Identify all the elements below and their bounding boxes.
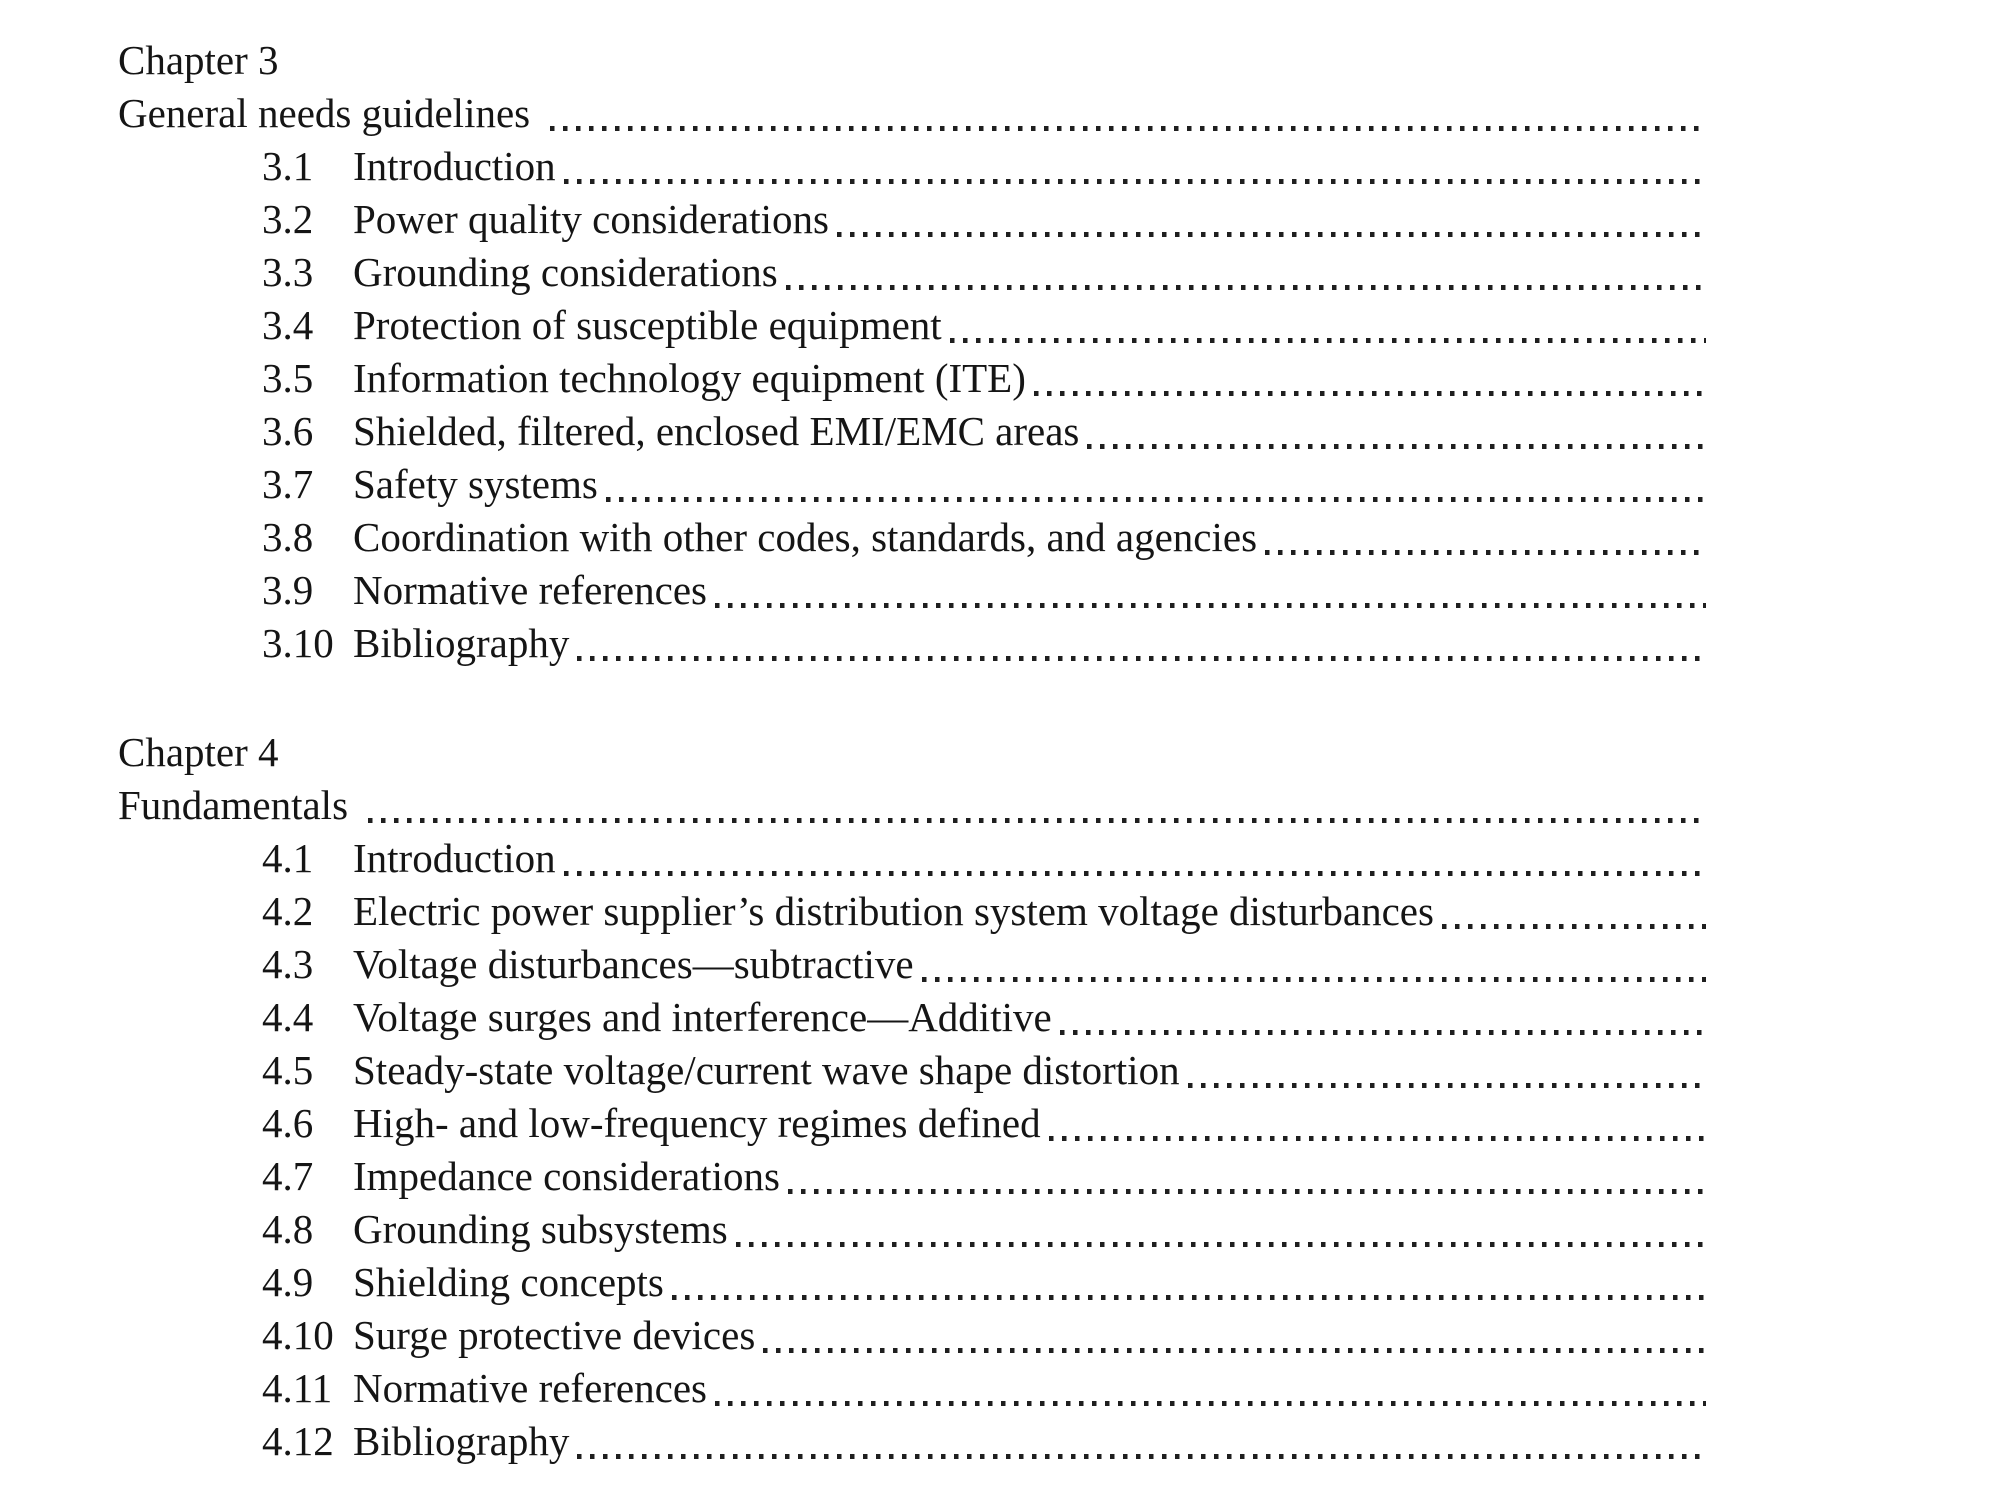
toc-entry [118, 832, 1706, 885]
dot-leader [1060, 1030, 1706, 1035]
section-title: Voltage disturbances—subtractive [353, 941, 914, 987]
toc-entry [118, 405, 1706, 458]
dot-leader [1034, 391, 1706, 396]
dot-leader [577, 1454, 1706, 1459]
dot-leader [715, 1401, 1706, 1406]
dot-leader [1442, 924, 1706, 929]
dot-leader [837, 232, 1706, 237]
chapter-title: General needs guidelines [118, 90, 531, 136]
toc-entry [118, 140, 1706, 193]
section-title: Grounding subsystems [353, 1206, 728, 1252]
section-title: Normative references [353, 567, 707, 613]
dot-leader [606, 497, 1706, 502]
toc-entry [118, 246, 1706, 299]
dot-leader [736, 1242, 1706, 1247]
section-title: Electric power supplier’s distribution system voltage disturbances [353, 888, 1434, 934]
chapter-label: Chapter 3 [118, 37, 279, 83]
section-title: Grounding considerations [353, 249, 778, 295]
dot-leader [788, 1189, 1706, 1194]
dot-leader [715, 603, 1706, 608]
section-title: Introduction [353, 143, 556, 189]
section-number: 4.1 [262, 835, 314, 881]
toc-entry [118, 991, 1706, 1044]
section-title: Shielded, filtered, enclosed EMI/EMC areas [353, 408, 1080, 454]
section-number: 3.4 [262, 302, 314, 348]
chapter-block [118, 34, 1706, 670]
toc-entry [118, 1203, 1706, 1256]
toc-entry [118, 938, 1706, 991]
dot-leader [550, 126, 1706, 131]
section-number: 4.5 [262, 1047, 314, 1093]
section-title: Normative references [353, 1365, 707, 1411]
toc-entry [118, 885, 1706, 938]
dot-leader [1188, 1083, 1706, 1088]
section-number: 4.2 [262, 888, 314, 934]
section-title: Bibliography [353, 1418, 570, 1464]
toc-entry [118, 352, 1706, 405]
dot-leader [922, 977, 1706, 982]
dot-leader [1049, 1136, 1706, 1141]
section-title: Introduction [353, 835, 556, 881]
toc-root [118, 34, 1706, 1468]
section-title: Impedance considerations [353, 1153, 780, 1199]
toc-entry [118, 1150, 1706, 1203]
section-title: Power quality considerations [353, 196, 829, 242]
toc-entry [118, 1415, 1706, 1468]
toc-entry [118, 1309, 1706, 1362]
section-title: Safety systems [353, 461, 598, 507]
dot-leader [368, 818, 1706, 823]
toc-entry [118, 1097, 1706, 1150]
section-title: Surge protective devices [353, 1312, 756, 1358]
section-number: 3.6 [262, 408, 314, 454]
section-number: 4.11 [262, 1365, 333, 1411]
dot-leader [1087, 444, 1706, 449]
toc-entry [118, 1256, 1706, 1309]
section-number: 4.7 [262, 1153, 314, 1199]
chapter-sections [118, 832, 1706, 1468]
section-number: 4.10 [262, 1312, 334, 1358]
section-title: Bibliography [353, 620, 570, 666]
section-title: Shielding concepts [353, 1259, 664, 1305]
toc-entry [118, 617, 1706, 670]
section-title: Coordination with other codes, standards, and agencies [353, 514, 1258, 560]
dot-leader [577, 656, 1706, 661]
section-number: 4.12 [262, 1418, 334, 1464]
section-number: 3.8 [262, 514, 314, 560]
section-number: 3.3 [262, 249, 314, 295]
chapter-title-row [118, 87, 1706, 140]
dot-leader [950, 338, 1706, 343]
section-number: 3.5 [262, 355, 314, 401]
toc-entry [118, 511, 1706, 564]
section-title: Information technology equipment (ITE) [353, 355, 1026, 401]
toc-entry [118, 193, 1706, 246]
toc-entry [118, 564, 1706, 617]
dot-leader [672, 1295, 1706, 1300]
section-title: Steady-state voltage/current wave shape distortion [353, 1047, 1180, 1093]
chapter-title: Fundamentals [118, 782, 349, 828]
dot-leader [1265, 550, 1706, 555]
toc-entry [118, 458, 1706, 511]
section-number: 3.1 [262, 143, 314, 189]
section-number: 4.6 [262, 1100, 314, 1146]
toc-entry [118, 1044, 1706, 1097]
section-number: 3.10 [262, 620, 334, 666]
toc-entry [118, 1362, 1706, 1415]
section-number: 3.2 [262, 196, 314, 242]
dot-leader [564, 871, 1706, 876]
chapter-label: Chapter 4 [118, 729, 279, 775]
section-number: 3.7 [262, 461, 314, 507]
toc-entry [118, 299, 1706, 352]
chapter-title-row [118, 779, 1706, 832]
dot-leader [564, 179, 1706, 184]
section-title: Voltage surges and interference—Additive [353, 994, 1052, 1040]
section-title: Protection of susceptible equipment [353, 302, 942, 348]
section-number: 3.9 [262, 567, 314, 613]
chapter-sections [118, 140, 1706, 670]
section-title: High- and low-frequency regimes defined [353, 1100, 1041, 1146]
dot-leader [763, 1348, 1706, 1353]
section-number: 4.4 [262, 994, 314, 1040]
section-number: 4.3 [262, 941, 314, 987]
chapter-block [118, 726, 1706, 1468]
dot-leader [786, 285, 1706, 290]
section-number: 4.8 [262, 1206, 314, 1252]
section-number: 4.9 [262, 1259, 314, 1305]
